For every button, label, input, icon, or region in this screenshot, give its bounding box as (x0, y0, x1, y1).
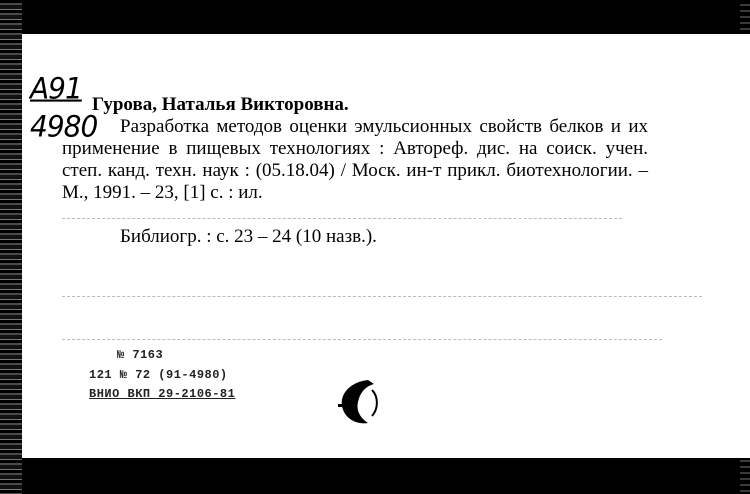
scan-left-edge (0, 0, 22, 494)
handwritten-shelf-mark: A91 (30, 71, 82, 106)
stamp-line-printer: ВНИО ВКП 29-2106-81 (89, 387, 236, 401)
scan-noise-line (62, 218, 622, 220)
catalog-card (22, 34, 750, 458)
bibliography-note: Библиогр. : с. 23 – 24 (10 назв.). (120, 226, 377, 247)
ink-blot-icon (338, 378, 382, 426)
stamp-line-code: 121 № 72 (91-4980) (89, 368, 228, 382)
stamp-line-number: № 7163 (117, 348, 164, 362)
bibliographic-description: Разработка методов оценки эмульсионных свойств белков и их применение в пищевых технологиях : Автореф. дис. на соиск. учен. степ. канд. техн. наук : (05.18.04) / Моск. ин-т прикл. биотехнологии. – М., 1991. – 23, [1] с. : ил. (62, 116, 648, 203)
scan-noise-line (62, 339, 662, 341)
handwritten-inventory-number: 4980 (30, 109, 98, 144)
author-heading: Гурова, Наталья Викторовна. (92, 94, 349, 115)
scan-noise-line (62, 296, 702, 298)
